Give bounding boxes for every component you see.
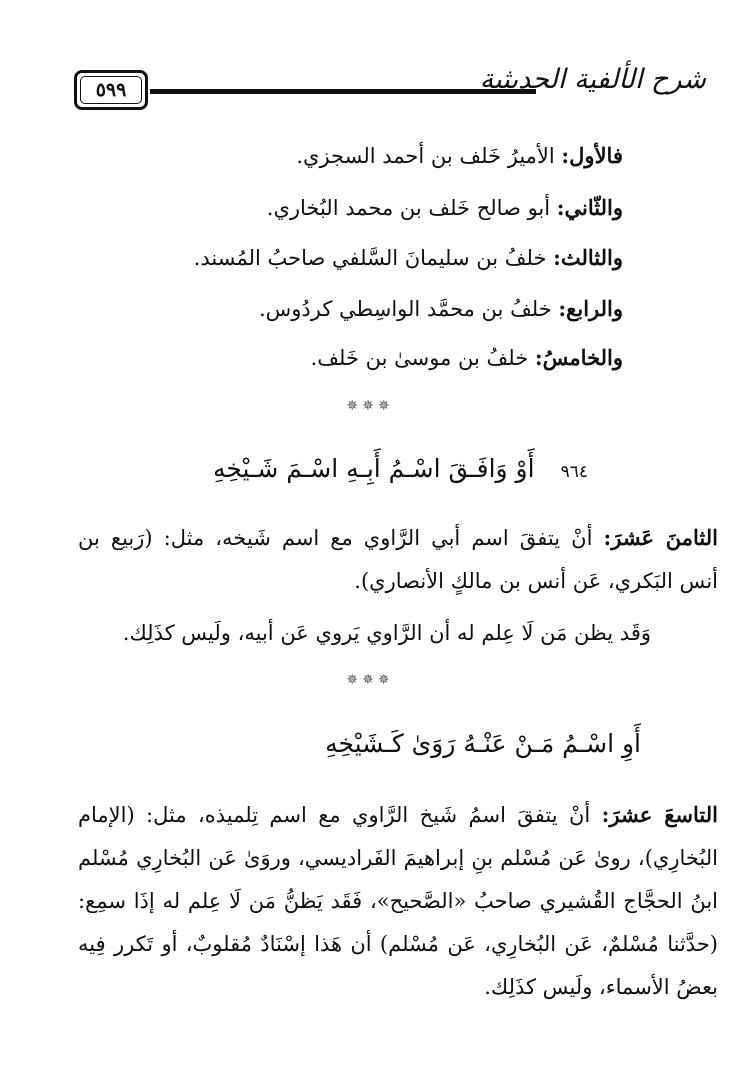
paragraph-line (78, 800, 718, 830)
section-divider: ✵✵✵ (346, 398, 394, 414)
list-item (194, 243, 623, 273)
paragraph-line (78, 523, 718, 553)
page-header (74, 64, 706, 114)
paragraph-text: أنْ يتفقَ اسم أبي الرَّاوي مع اسم شَيخه، مثل: (رَبيع بن (78, 526, 604, 550)
list-item-text: أبو صالح خَلف بن محمد البُخاري. (266, 196, 557, 220)
section-label: التاسعَ عشرَ: (601, 802, 718, 827)
running-title: شرح الألفية الحديثية (479, 64, 706, 95)
verse-text: أَوْ وَافَـقَ اسْـمُ أَبِـهِ اسْـمَ شَـيْخِهِ (212, 454, 535, 483)
section-label: الثامنَ عَشرَ: (603, 525, 718, 550)
list-item (311, 343, 623, 373)
list-item-label: والثّاني: (556, 195, 623, 220)
paragraph-line: ابنُ الحجَّاج القُشيري صاحبُ «الصَّحيح»، فَقَد يَظنُّ مَن لَا عِلم له إذَا سمِع: (78, 889, 718, 913)
paragraph-line: بعضُ الأسماء، ولَيس كذَلِك. (484, 975, 718, 999)
header-rule (150, 89, 536, 94)
verse-line (325, 727, 641, 761)
list-item-label: فالأول: (561, 143, 623, 168)
paragraph-text: أنْ يتفقَ اسمُ شَيخ الرَّاوي مع اسم تِلميذه، مثل: (الإمام (78, 803, 602, 827)
list-item-label: والثالث: (553, 245, 623, 270)
list-item-label: والرابع: (558, 296, 623, 321)
list-item-text: خلفُ بن سليمانَ السَّلفي صاحبُ المُسند. (193, 246, 554, 270)
page-number (74, 70, 148, 110)
list-item (296, 141, 623, 171)
paragraph-line: (حدَّثنا مُسْلمٌ، عَن البُخارِي، عَن مُسْلم) أن هَذا إسْنَادٌ مُقلوبٌ، أو تَكرر فِيه (78, 932, 718, 956)
page-number-text: ٥٩٩ (95, 79, 127, 101)
list-item-text: خلفُ بن محمَّد الواسِطي كردُوس. (258, 297, 559, 321)
paragraph-line: البُخارِي)، روىٰ عَن مُسْلم بنِ إبراهيمَ الفَراديسي، وروَىٰ عَن البُخارِي مُسْلم (78, 846, 718, 870)
paragraph-line: وَقَد يظن مَن لَا عِلم له أن الرَّاوي يَروي عَن أبيه، ولَيس كذَلِك. (122, 621, 651, 645)
list-item-label: والخامسُ: (534, 345, 623, 370)
verse-number: ٩٦٤ (560, 462, 588, 482)
list-item-text: خلفُ بن موسىٰ بن خَلف. (310, 346, 535, 370)
section-divider: ✵✵✵ (346, 672, 394, 688)
paragraph-line: أنس البَكري، عَن أنس بن مالكٍ الأنصاري). (354, 569, 718, 593)
verse-line (213, 452, 588, 489)
list-item (259, 294, 623, 324)
list-item (267, 193, 623, 223)
list-item-text: الأميرُ خَلف بن أحمد السجزي. (296, 144, 562, 168)
verse-text: أَوِ اسْـمُ مَـنْ عَنْـهُ رَوَىٰ كَـشَيْخِهِ (325, 729, 641, 758)
